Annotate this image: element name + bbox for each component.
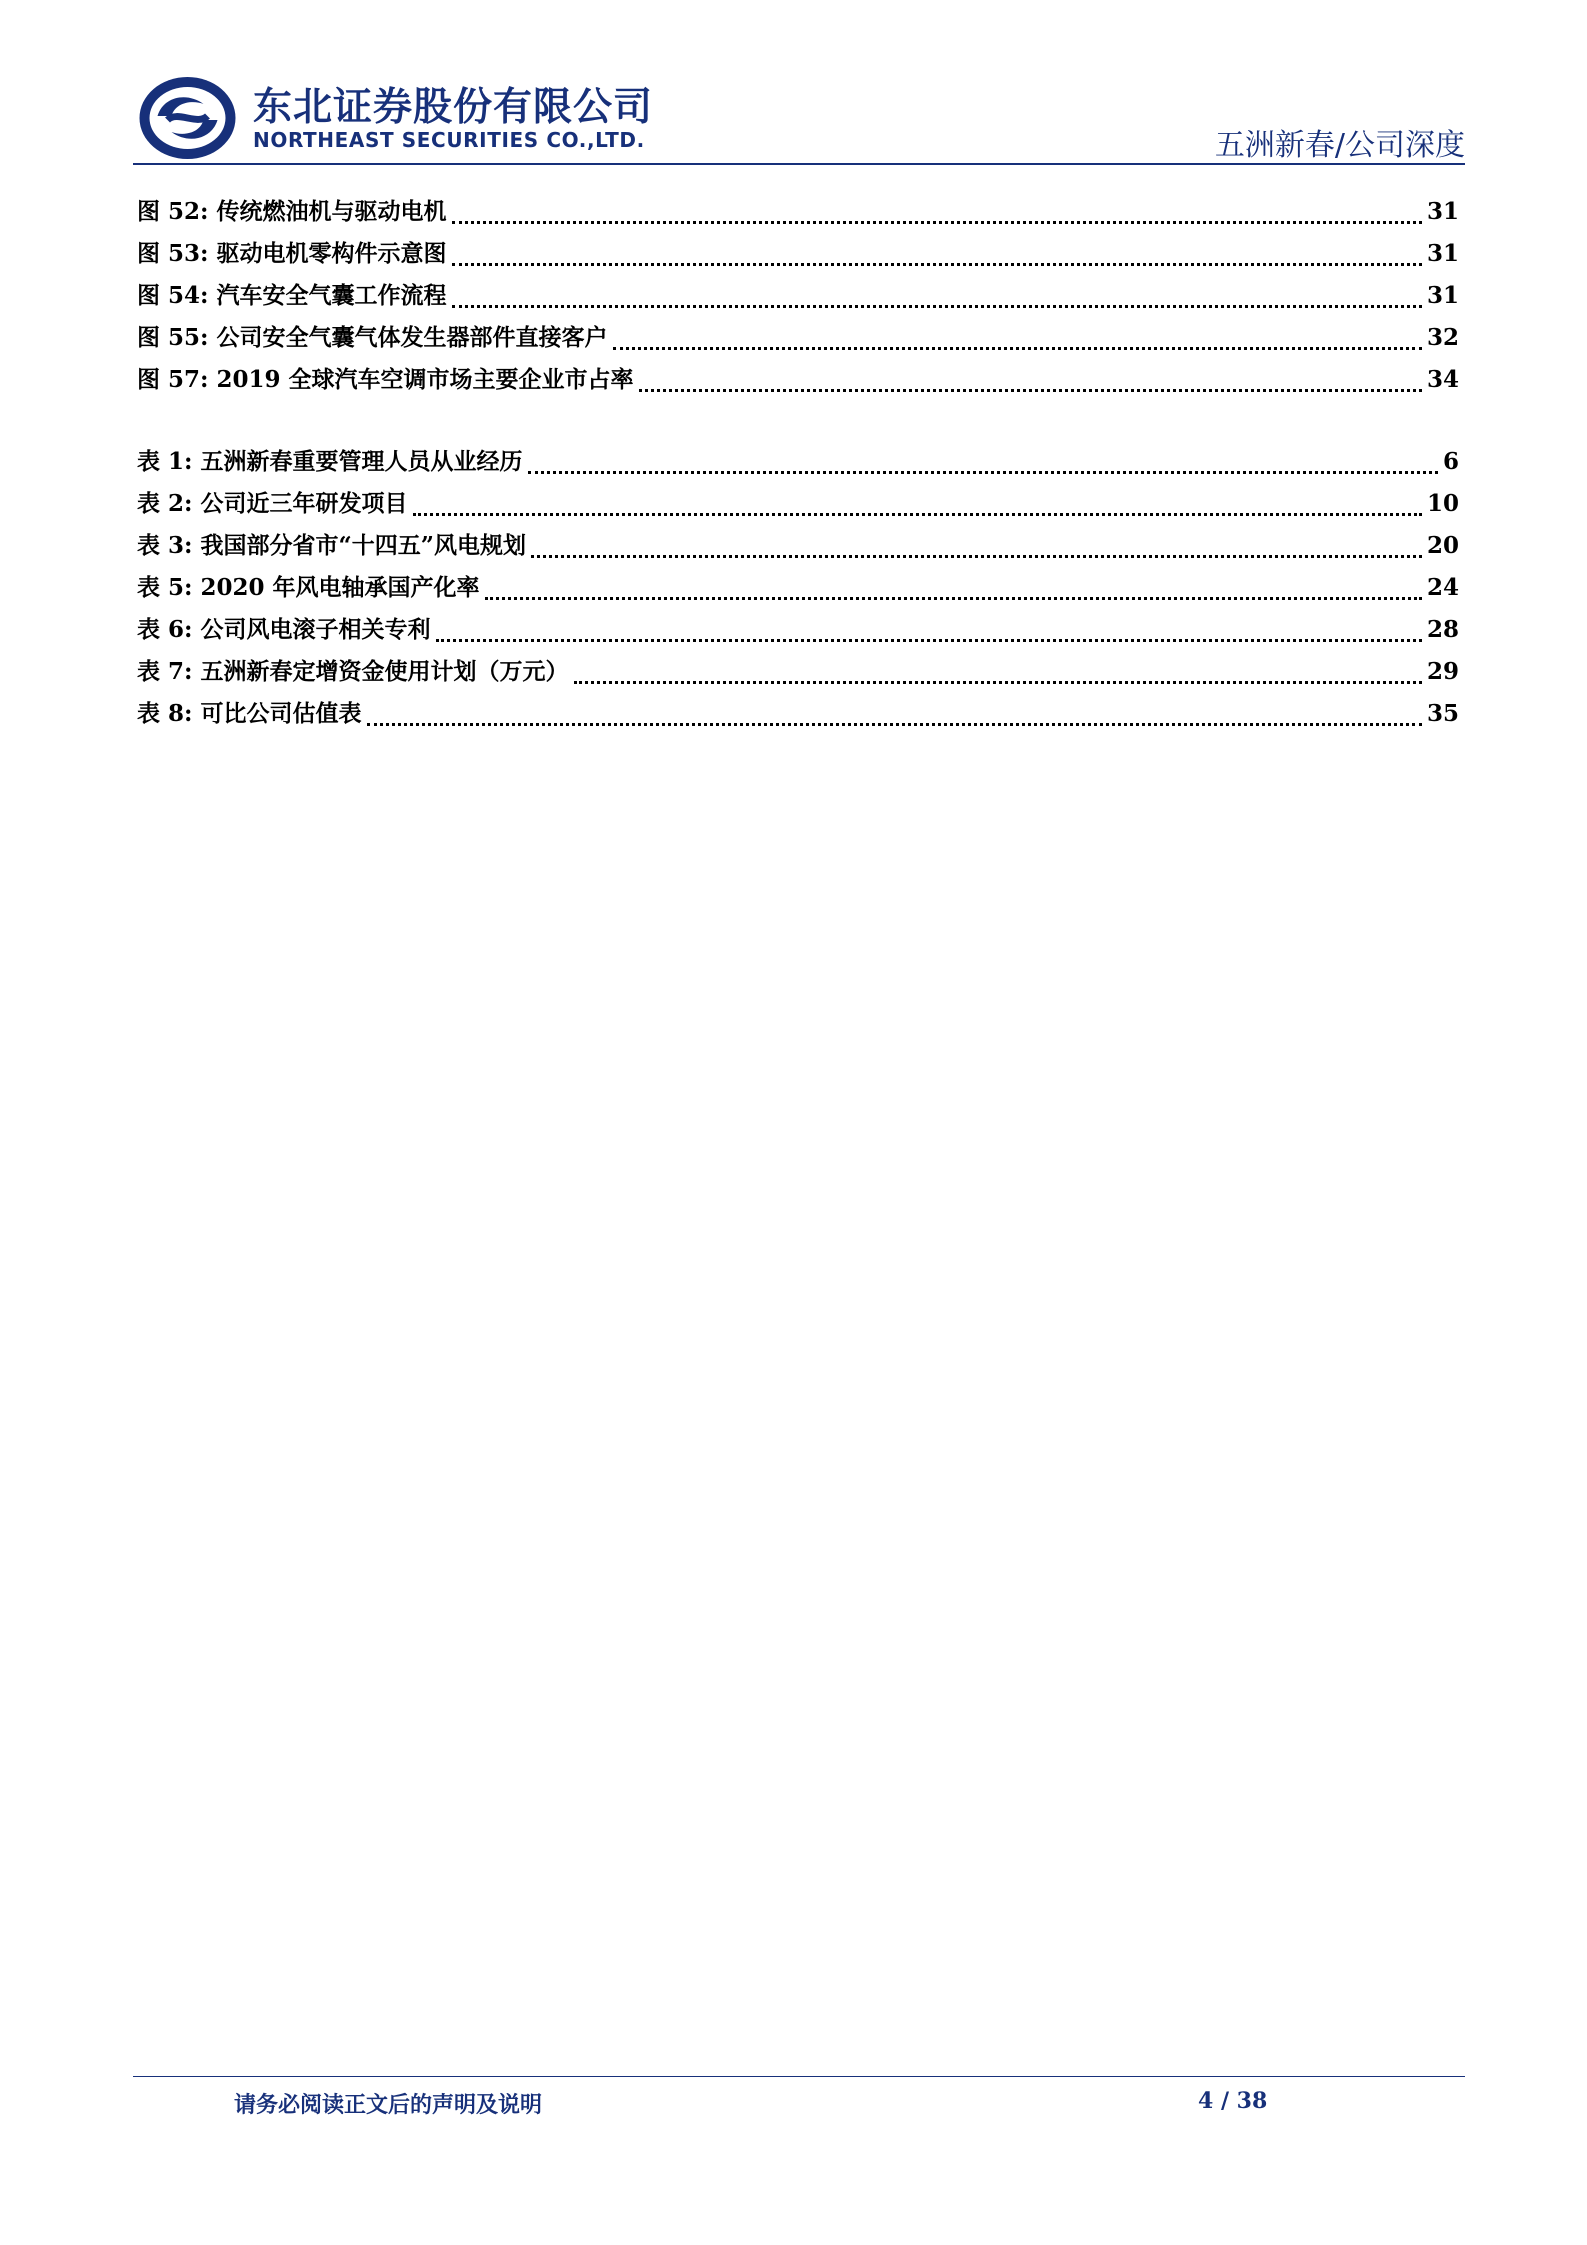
dot-leader — [531, 554, 1422, 558]
dot-leader — [528, 470, 1438, 474]
footer-disclaimer: 请务必阅读正文后的声明及说明 — [234, 2092, 543, 2118]
table-toc-list — [137, 443, 1459, 737]
toc-entry-label: 表 5: 2020 年风电轴承国产化率 — [137, 574, 480, 601]
dot-leader — [639, 388, 1422, 392]
toc-entry-page: 6 — [1442, 448, 1459, 475]
toc-entry-label: 图 57: 2019 全球汽车空调市场主要企业市占率 — [137, 366, 634, 393]
toc-entry-label: 表 8: 可比公司估值表 — [137, 700, 362, 727]
toc-entry-page: 20 — [1426, 532, 1459, 559]
toc-entry[interactable] — [137, 319, 1459, 361]
toc-entry[interactable] — [137, 193, 1459, 235]
toc-entry[interactable] — [137, 485, 1459, 527]
toc-entry-page: 31 — [1426, 198, 1459, 225]
toc-entry-label: 表 1: 五洲新春重要管理人员从业经历 — [137, 448, 523, 475]
toc-entry-page: 34 — [1426, 366, 1459, 393]
toc-entry-label: 图 52: 传统燃油机与驱动电机 — [137, 198, 447, 225]
toc-entry-page: 32 — [1426, 324, 1459, 351]
toc-entry-label: 表 3: 我国部分省市“十四五”风电规划 — [137, 532, 526, 559]
toc-entry[interactable] — [137, 653, 1459, 695]
dot-leader — [452, 220, 1422, 224]
toc-entry[interactable] — [137, 277, 1459, 319]
toc-entry[interactable] — [137, 611, 1459, 653]
toc-entry-label: 表 7: 五洲新春定增资金使用计划（万元） — [137, 658, 569, 685]
dot-leader — [452, 304, 1422, 308]
company-name-cn: 东北证券股份有限公司 — [253, 85, 654, 130]
header-divider — [133, 163, 1465, 165]
toc-entry-label: 图 54: 汽车安全气囊工作流程 — [137, 282, 447, 309]
toc-entry-page: 31 — [1426, 282, 1459, 309]
northeast-securities-logo-icon — [137, 74, 238, 162]
dot-leader — [613, 346, 1422, 350]
figure-toc-list — [137, 193, 1459, 403]
toc-entry-label: 图 53: 驱动电机零构件示意图 — [137, 240, 447, 267]
dot-leader — [574, 680, 1422, 684]
toc-entry-label: 表 2: 公司近三年研发项目 — [137, 490, 408, 517]
toc-entry[interactable] — [137, 527, 1459, 569]
page-header — [0, 0, 1587, 165]
toc-entry[interactable] — [137, 569, 1459, 611]
toc-entry-page: 28 — [1426, 616, 1459, 643]
toc-entry-label: 图 55: 公司安全气囊气体发生器部件直接客户 — [137, 324, 608, 351]
page-number: 4 / 38 — [1198, 2088, 1268, 2114]
toc-entry[interactable] — [137, 361, 1459, 403]
toc-entry-page: 29 — [1426, 658, 1459, 685]
dot-leader — [367, 722, 1422, 726]
toc-entry[interactable] — [137, 235, 1459, 277]
toc-entry[interactable] — [137, 443, 1459, 485]
toc-entry-label: 表 6: 公司风电滚子相关专利 — [137, 616, 431, 643]
dot-leader — [413, 512, 1422, 516]
toc-entry[interactable] — [137, 695, 1459, 737]
toc-entry-page: 24 — [1426, 574, 1459, 601]
toc-entry-page: 35 — [1426, 700, 1459, 727]
toc-entry-page: 10 — [1426, 490, 1459, 517]
dot-leader — [452, 262, 1422, 266]
dot-leader — [485, 596, 1422, 600]
company-name-en: NORTHEAST SECURITIES CO.,LTD. — [253, 128, 645, 152]
footer-divider — [133, 2076, 1465, 2077]
dot-leader — [436, 638, 1422, 642]
report-tag: 五洲新春/公司深度 — [1214, 128, 1465, 163]
toc-entry-page: 31 — [1426, 240, 1459, 267]
